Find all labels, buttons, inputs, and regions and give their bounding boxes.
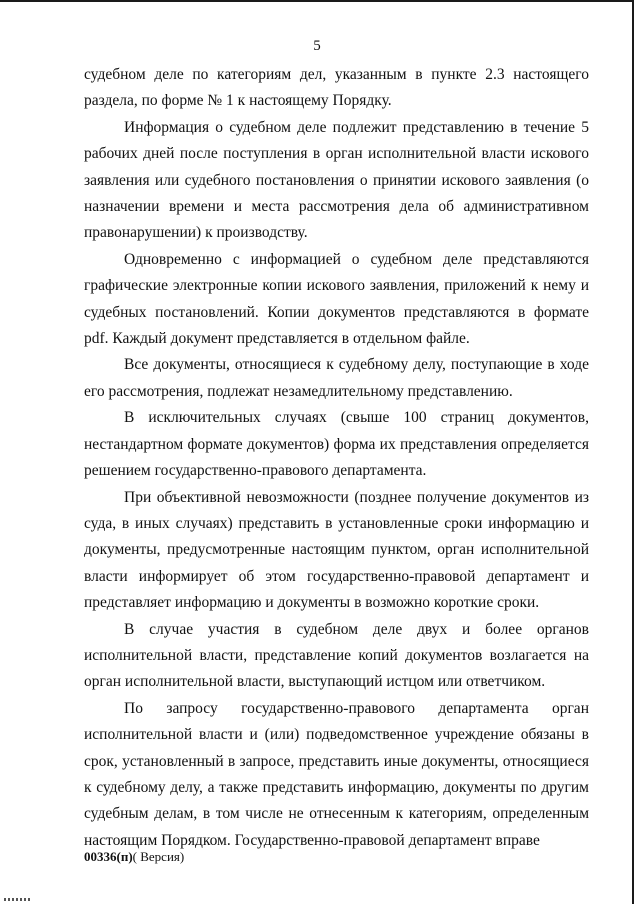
paragraph: В случае участия в судебном деле двух и более органов исполнительной власти, представление копий документов возлагается на орган исполнительной власти, выступающий истцом или ответчиком. bbox=[84, 620, 589, 691]
page-number: 5 bbox=[313, 38, 321, 54]
document-footer bbox=[84, 849, 184, 865]
scan-border-top bbox=[0, 0, 634, 2]
paragraph: Все документы, относящиеся к судебному делу, поступающие в ходе его рассмотрения, подлежат незамедлительному представлению. bbox=[84, 356, 589, 400]
paragraph: По запросу государственно-правового департамента орган исполнительной власти и (или) подведомственное учреждение обязаны в срок, установленный в запросе, представить иные документы, относящиеся к судебному делу, а также представить информацию, документы по другим судебным делам, в том числе не отнесенным к категориям, определенным настоящим Порядком. Государственно-правовой департамент вправе bbox=[84, 699, 589, 849]
paragraph: Информация о судебном деле подлежит представлению в течение 5 рабочих дней после поступления в орган исполнительной власти искового заявления или судебного постановления о принятии искового заявления (о назначении времени и места рассмотрения дела об административном правонарушении) к производству. bbox=[84, 118, 589, 242]
document-version: ( Версия) bbox=[132, 849, 185, 864]
paragraph: При объективной невозможности (позднее получение документов из суда, в иных случаях) представить в установленные сроки информацию и документы, предусмотренные настоящим пунктом, орган исполнительной власти информирует об этом государственно-правовой департамент и представляет информацию и документы в возможно короткие сроки. bbox=[84, 488, 589, 612]
paragraph: Одновременно с информацией о судебном деле представляются графические электронные копии искового заявления, приложений к нему и судебных постановлений. Копии документов представляются в формате pdf. Каждый документ представляется в отдельном файле. bbox=[84, 250, 589, 348]
scan-artifact bbox=[4, 898, 32, 901]
document-code: 00336(п) bbox=[84, 849, 133, 864]
paragraph: В исключительных случаях (свыше 100 страниц документов, нестандартном формате документов) форма их представления определяется решением государственно-правового департамента. bbox=[84, 409, 589, 480]
document-body bbox=[84, 62, 589, 854]
paragraph: судебном деле по категориям дел, указанным в пункте 2.3 настоящего раздела, по форме № 1 к настоящему Порядку. bbox=[84, 66, 589, 110]
